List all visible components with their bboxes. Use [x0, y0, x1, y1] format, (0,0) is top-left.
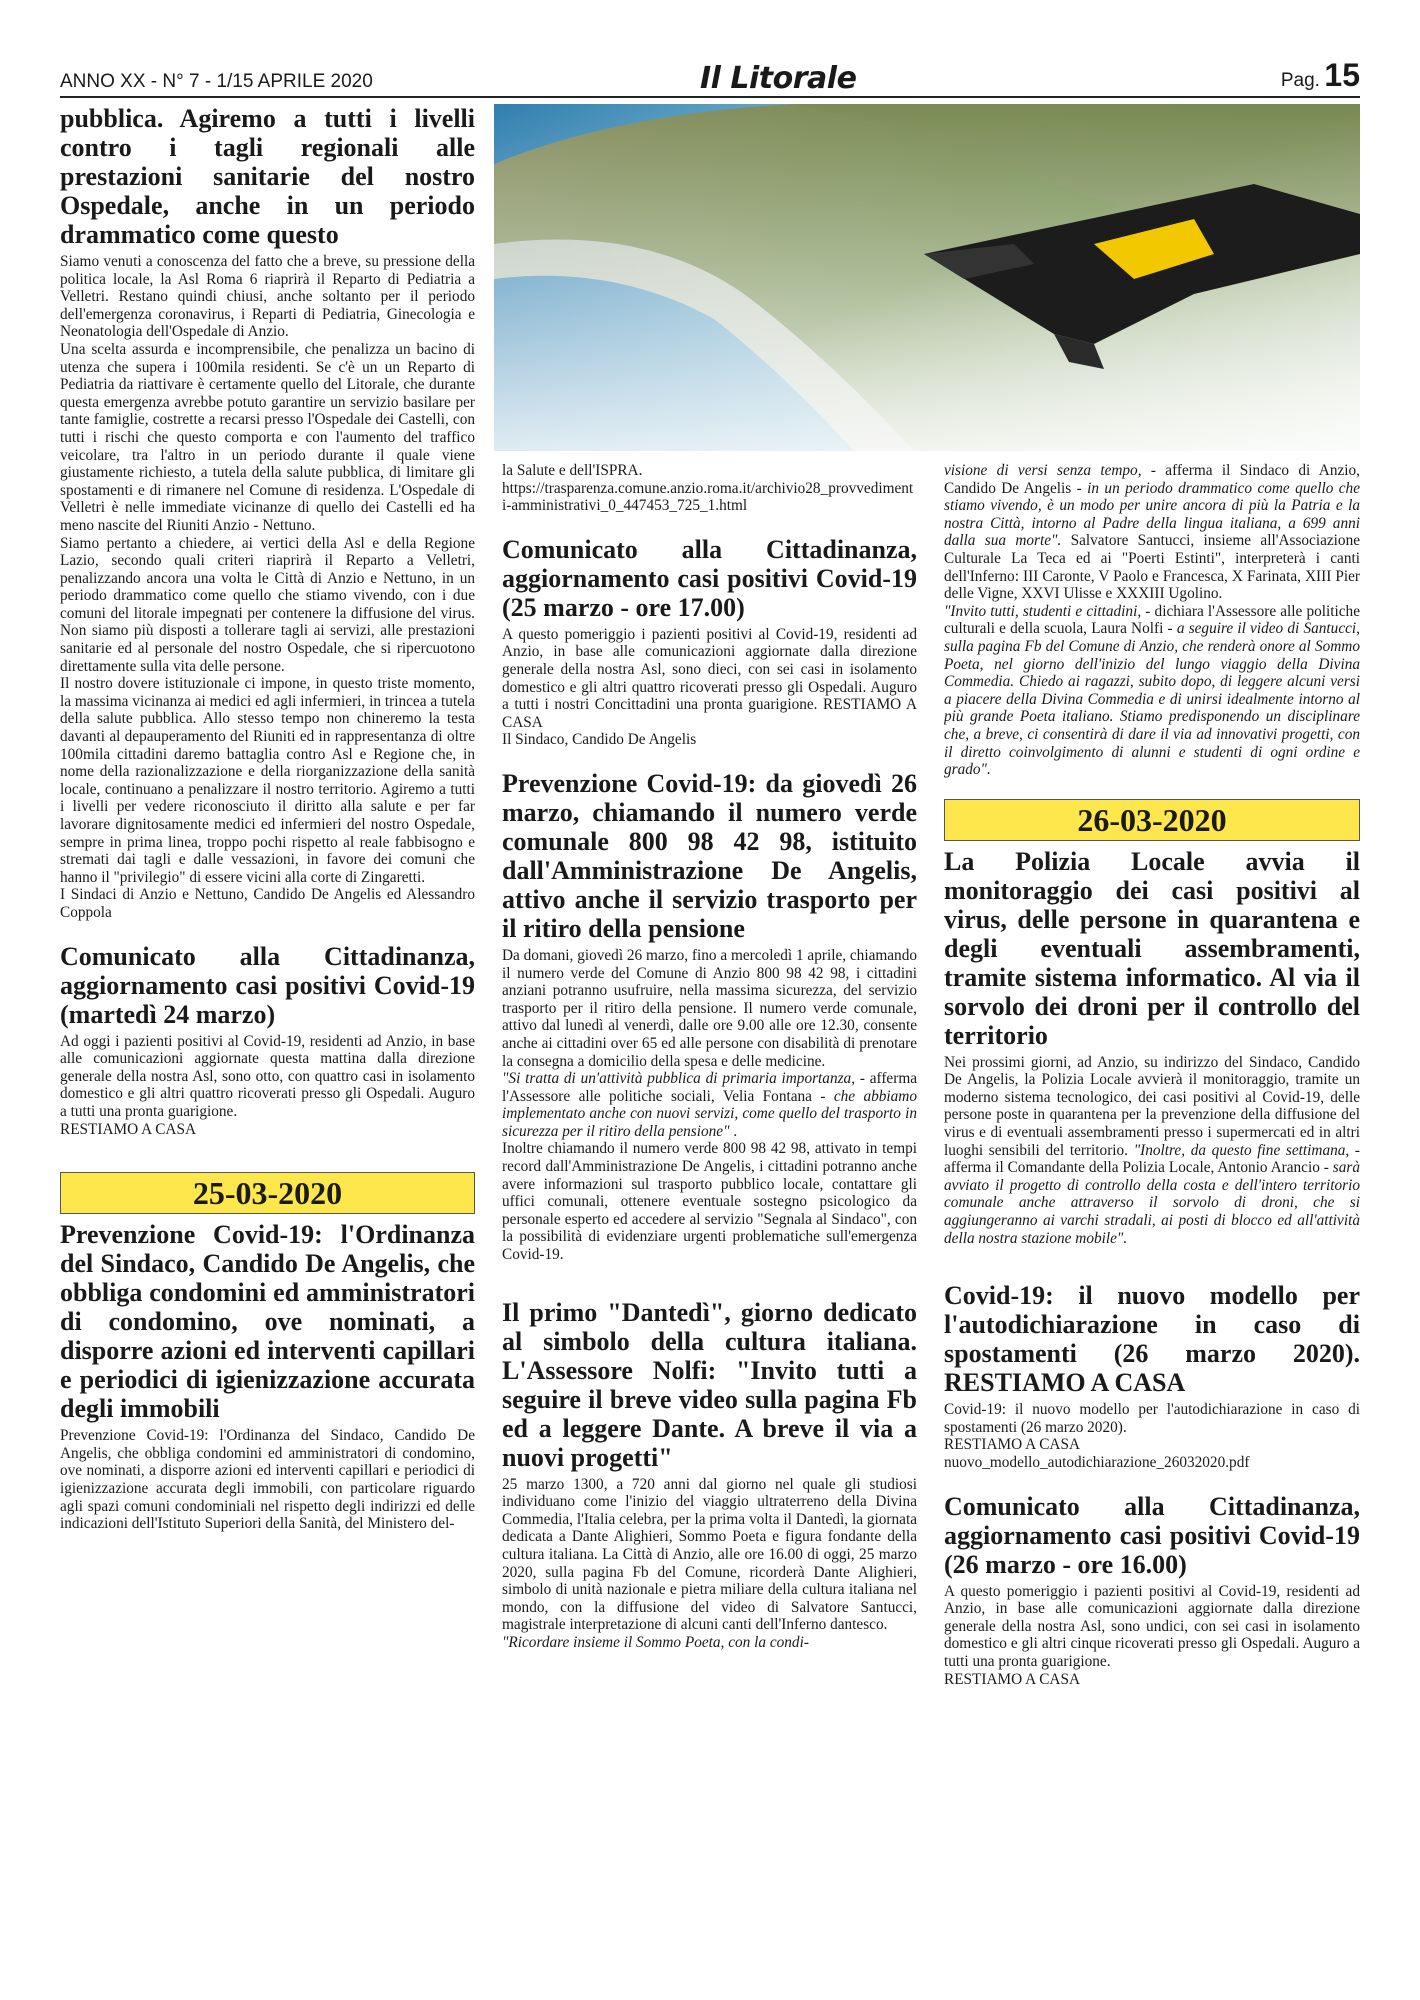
issue-info: ANNO XX - N° 7 - 1/15 APRILE 2020: [60, 71, 373, 92]
article-paragraph: RESTIAMO A CASA: [60, 1120, 196, 1138]
drone-photo: [494, 104, 1360, 451]
article-paragraph: "Invito tutti, studenti e cittadini, - dichiara l'Assessore alle politiche culturali e della scuola, Laura Nolfi - a seguire il video di Santucci, sulla pagina Fb del Comune di Anzio, che renderà onore al Sommo Poeta, nel giorno dell'inizio del lungo viaggio della Divina Commedia. Chiedo ai ragazzi, subito dopo, di leggere alcuni versi a piacere della Divina Commedia e di unirsi idealmente intorno al più grande Poeta italiano. Stiamo predisponendo un disciplinare che, a breve, ci consentirà di dare il via ad innovativi progetti, con il diretto coinvolgimento di alunni e studenti di ogni ordine e grado".: [944, 602, 1360, 779]
article-title: Prevenzione Covid-19: da giovedì 26 marzo, chiamando il numero verde comunale 800 98 42 98, istituito dall'Amministrazione De Angelis, attivo anche il servizio trasporto per il ritiro della pensione: [502, 768, 917, 943]
article-title: Covid-19: il nuovo modello per l'autodichiarazione in caso di spostamenti (26 marzo 2020). RESTIAMO A CASA: [944, 1281, 1360, 1398]
download-link[interactable]: nuovo_modello_autodichiarazione_26032020.pdf: [944, 1454, 1250, 1471]
column-3: [944, 462, 1360, 1979]
article-title: Il primo "Dantedì", giorno dedicato al simbolo della cultura italiana. L'Assessore Nolfi: "Invito tutti a seguire il breve video sulla pagina Fb ed a leggere Dante. A breve il via a nuovi progetti": [502, 1297, 917, 1472]
article-title: La Polizia Locale avvia il monitoraggio dei casi positivi al virus, delle persone in quarantena e degli eventuali assembramenti, tramite sistema informatico. Al via il sorvolo dei droni per il controllo del territorio: [944, 846, 1360, 1050]
article-paragraph: 25 marzo 1300, a 720 anni dal giorno nel quale gli studiosi individuano come l'inizio del viaggio ultraterreno della Divina Commedia, l'Italia celebra, per la prima volta il Dantedì, la giornata dedicata a Dante Alighieri, Sommo Poeta e figura fondante della cultura italiana. La Città di Anzio, alle ore 16.00 di oggi, 25 marzo 2020, sulla pagina Fb del Comune, ricorderà Dante Alighieri, simbolo di unità nazionale e pietra miliare della cultura italiana nel mondo, con la diffusione del video di Salvatore Santucci, magistrale interpretazione di alcuni canti dell'Inferno dantesco.: [502, 1475, 917, 1634]
article-paragraph: Da domani, giovedì 26 marzo, fino a mercoledì 1 aprile, chiamando il numero verde del Comune di Anzio 800 98 42 98, i cittadini anziani potranno usufruire, nella massima sicurezza, del servizio trasporto per il ritiro della pensione. Il numero verde comunale, attivo dal lunedì al venerdì, dalle ore 9.00 alle ore 12.30, consente anche ai cittadini over 65 ed alle persone con disabilità di prenotare la consegna a domicilio della spesa e delle medicine.: [502, 946, 917, 1070]
article-paragraph: "Si tratta di un'attività pubblica di primaria importanza, - afferma l'Assessore alle politiche sociali, Velia Fontana - che abbiamo implementato anche con nuovi servizi, come quello del trasporto in sicurezza per il ritiro della pensione" .: [502, 1070, 917, 1140]
article-paragraph: Ad oggi i pazienti positivi al Covid-19, residenti ad Anzio, in base alle comunicazioni aggiornate questa mattina dalla direzione generale della nostra Asl, sono otto, con quattro casi in isolamento domestico e gli altri quattro ricoverati presso gli Ospedali. Auguro a tutti una pronta guarigione.: [60, 1032, 475, 1120]
article-title: Comunicato alla Cittadinanza, aggiornamento casi positivi Covid-19 (martedì 24 marzo): [60, 941, 475, 1029]
date-band: 25-03-2020: [60, 1172, 475, 1214]
column-2: [502, 462, 917, 1979]
article-paragraph: Covid-19: il nuovo modello per l'autodichiarazione in caso di spostamenti (26 marzo 2020).: [944, 1401, 1360, 1436]
article-paragraph: la Salute e dell'ISPRA.: [502, 462, 643, 479]
page-header: [60, 57, 1360, 98]
article-signature: Il Sindaco, Candido De Angelis: [502, 731, 697, 749]
page-number: Pag. 15: [1280, 57, 1360, 93]
article-paragraph: visione di versi senza tempo, - afferma il Sindaco di Anzio, Candido De Angelis - in un periodo drammatico come quello che stiamo vivendo, è un modo per unire ancora di più la Patria e la nostra Città, intorno al Padre della lingua italiana, a 699 anni dalla sua morte". Salvatore Santucci, insieme all'Associazione Culturale La Teca ed ai "Poerti Estinti", interpreterà i canti dell'Inferno: III Caronte, V Paolo e Francesca, X Farinata, XIII Pier delle Vigne, XXVI Ulisse e XXXIII Ugolino.: [944, 462, 1360, 603]
article-paragraph: Una scelta assurda e incomprensibile, che penalizza un bacino di utenza che supera i 100mila residenti. Se c'è un un Reparto di Pediatria da riattivare è certamente quello del Litorale, che durante questa emergenza avrebbe potuto garantire un servizio basilare per tante famiglie, costrette a recarsi presso l'Ospedale dei Castelli, con tutti i rischi che questo comporta e con l'aumento del traffico veicolare, tra l'altro in un periodo durante il quale viene giustamente richiesto, a tutela della salute pubblica, di limitare gli spostamenti e di rimanere nel Comune di residenza. L'Ospedale di Velletri è nelle immediate vicinanze di quello dei Castelli ed ha meno nascite del Riuniti Anzio - Nettuno.: [60, 340, 475, 534]
article-title: pubblica. Agiremo a tutti i livelli contro i tagli regionali alle prestazioni sanitarie del nostro Ospedale, anche in un periodo drammatico come questo: [60, 104, 475, 249]
article-paragraph: RESTIAMO A CASA: [944, 1670, 1080, 1688]
article-paragraph: Inoltre chiamando il numero verde 800 98 42 98, attivato in tempi record dall'Amministrazione De Angelis, i cittadini potranno anche avere informazioni sul trasporto pubblico locale, contattare gli uffici comunali, ottenere eventuale sostegno psicologico da personale esperto ed accedere al servizio "Segnala al Sindaco", con la possibilità di evidenziare urgenti problematiche sull'emergenza Covid-19.: [502, 1140, 917, 1264]
article-link[interactable]: https://trasparenza.comune.anzio.roma.it/archivio28_provvedimenti-amministrativi_0_447453_725_1.html: [502, 479, 914, 515]
date-band: 26-03-2020: [944, 799, 1360, 841]
article-paragraph: Prevenzione Covid-19: l'Ordinanza del Sindaco, Candido De Angelis, che obbliga condomini ed amministratori di condomino, ove nominati, a disporre azioni ed interventi capillari e periodici di igienizzazione accurata degli immobili, con particolare riguardo agli spazi comuni condominiali nel rispetto degli indirizzi ed delle indicazioni dell'Istituto Superiori della Sanità, del Ministero del-: [60, 1427, 475, 1533]
article-title: Comunicato alla Cittadinanza, aggiornamento casi positivi Covid-19 (26 marzo - ore 16.00): [944, 1491, 1360, 1579]
article-paragraph: RESTIAMO A CASA: [944, 1436, 1080, 1454]
column-1: [60, 104, 475, 1979]
article-title: Comunicato alla Cittadinanza, aggiornamento casi positivi Covid-19 (25 marzo - ore 17.00): [502, 534, 917, 622]
article-paragraph: A questo pomeriggio i pazienti positivi al Covid-19, residenti ad Anzio, in base alle comunicazioni aggiornate dalla direzione generale della nostra Asl, sono undici, con sei casi in isolamento domestico e gli altri cinque ricoverati presso gli Ospedali. Auguro a tutti una pronta guarigione.: [944, 1582, 1360, 1670]
article-paragraph: Siamo venuti a conoscenza del fatto che a breve, su pressione della politica locale, la Asl Roma 6 riaprirà il Reparto di Pediatria a Velletri. Restano quindi chiusi, anche soltanto per il periodo dell'emergenza coronavirus, i Reparti di Pediatria, Ginecologia e Neonatologia dell'Ospedale di Anzio.: [60, 253, 475, 341]
article-quote: "Ricordare insieme il Sommo Poeta, con la condi-: [502, 1633, 809, 1651]
article-paragraph: Siamo pertanto a chiedere, ai vertici della Asl e della Regione Lazio, secondo quali criteri riaprirà il Reparto a Velletri, penalizzando ancora una volta le Città di Anzio e Nettuno, in un periodo drammatico come quello che stiamo vivendo, con i due comuni del litorale impegnati per contenere la diffusione del virus. Non siamo più disposti a tollerare tagli ai servizi, alle prestazioni sanitarie ed al personale del nostro Ospedale, che si ripercuotono direttamente sulla vita delle persone.: [60, 534, 475, 675]
article-paragraph: Il nostro dovere istituzionale ci impone, in questo triste momento, la massima vicinanza ai medici ed agli infermieri, in trincea a tutela della salute pubblica. Allo stesso tempo non chineremo la testa davanti al depauperamento del Riuniti ed in rappresentanza di oltre 100mila cittadini daremo battaglia contro Asl e Regione che, in nome della razionalizzazione e della riorganizzazione della sanità locale, continuano a penalizzare il nostro territorio. Agiremo a tutti i livelli per vedere riconosciuto il diritto alla salute e per far lavorare dignitosamente medici ed infermieri del nostro Ospedale, sempre in prima linea, troppo pochi rispetto al reale fabbisogno e stremati dai tagli e dalle vessazioni, in favore dei comuni che hanno il "privilegio" di essere vicini alla corte di Zingaretti.: [60, 675, 475, 886]
article-paragraph: A questo pomeriggio i pazienti positivi al Covid-19, residenti ad Anzio, in base alle comunicazioni aggiornate dalla direzione generale della nostra Asl, sono dieci, con sei casi in isolamento domestico e gli altri quattro ricoverati presso gli Ospedali. Auguro a tutti i nostri Concittadini una pronta guarigione. RESTIAMO A CASA: [502, 625, 917, 731]
article-title: Prevenzione Covid-19: l'Ordinanza del Sindaco, Candido De Angelis, che obbliga condomini ed amministratori di condomino, ove nominati, a disporre azioni ed interventi capillari e periodici di igienizzazione accurata degli immobili: [60, 1220, 475, 1424]
masthead: Il Litorale: [700, 61, 857, 96]
drone-over-coast-image: [494, 104, 1360, 451]
article-paragraph: Nei prossimi giorni, ad Anzio, su indirizzo del Sindaco, Candido De Angelis, la Polizia Locale avvierà il monitoraggio, tramite un moderno sistema tecnologico, dei casi positivi al Covid-19, delle persone poste in quarantena per la prevenzione della diffusione del virus e di eventuali assembramenti presso i supermercati ed in altri luoghi sensibili del territorio. "Inoltre, da questo fine settimana, - afferma il Comandante della Polizia Locale, Antonio Arancio - sarà avviato il progetto di controllo della costa e dell'intero territorio comunale anche attraverso il sorvolo di droni, che si aggiungeranno ai varchi stradali, ai posti di blocco ed all'attività della nostra stazione mobile".: [944, 1053, 1360, 1247]
article-signature: I Sindaci di Anzio e Nettuno, Candido De Angelis ed Alessandro Coppola: [60, 886, 475, 921]
